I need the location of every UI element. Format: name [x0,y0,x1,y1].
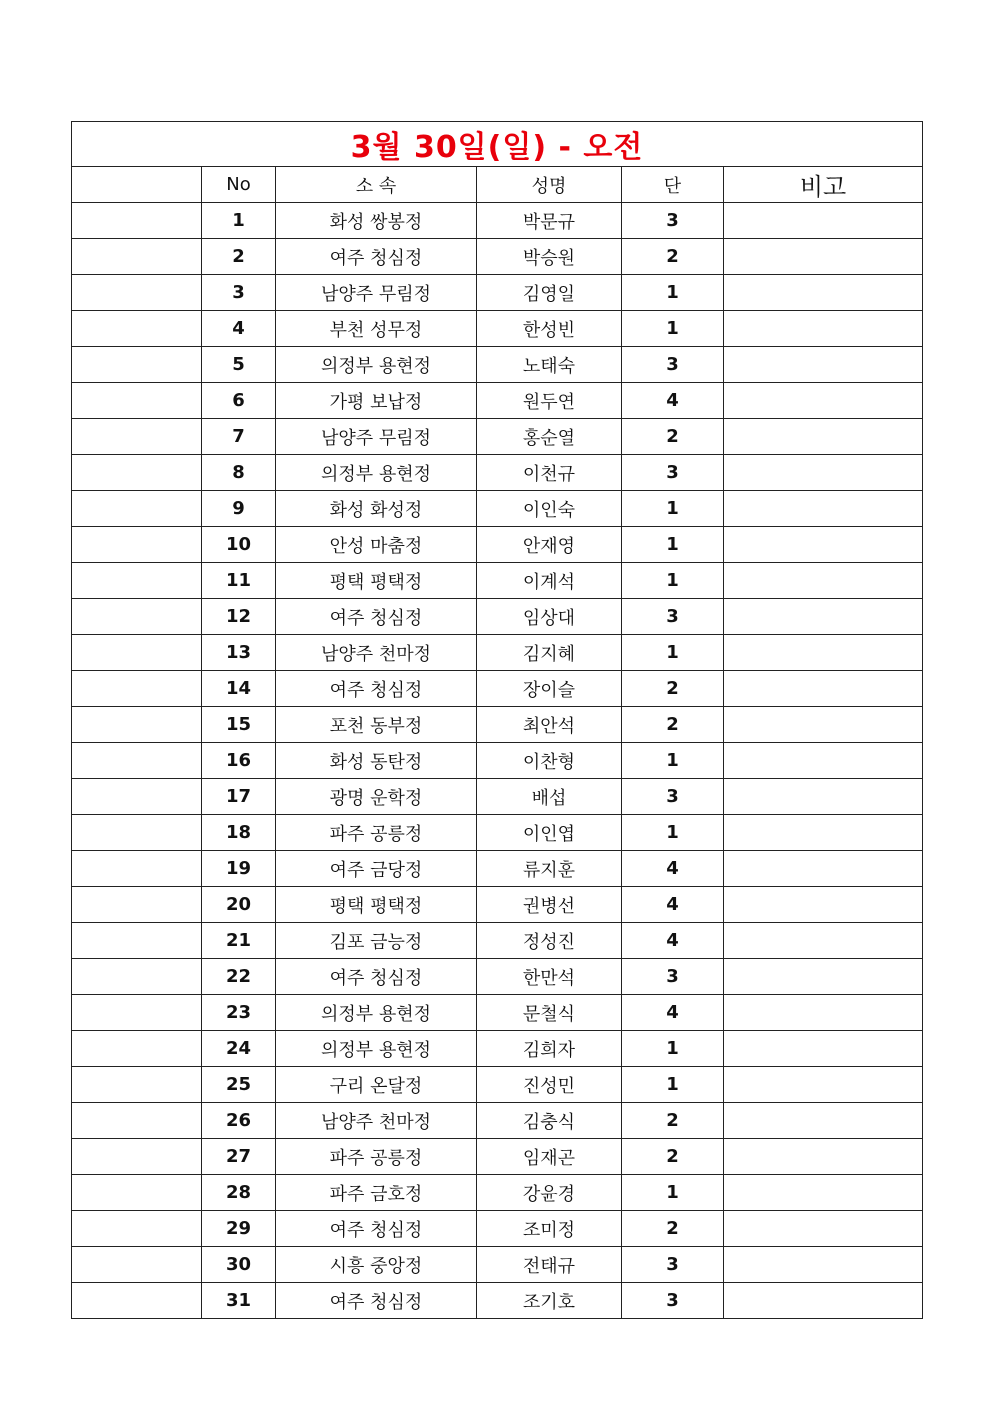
row-affiliation: 화성 동탄정 [276,743,477,779]
row-remark [724,203,923,239]
row-affiliation: 파주 금호정 [276,1175,477,1211]
row-no: 12 [202,599,276,635]
row-no: 30 [202,1247,276,1283]
row-dan: 2 [622,239,724,275]
row-dan: 3 [622,455,724,491]
row-remark [724,635,923,671]
row-affiliation: 의정부 용현정 [276,995,477,1031]
row-dan: 1 [622,563,724,599]
row-no: 18 [202,815,276,851]
row-remark [724,815,923,851]
row-name: 한성빈 [477,311,622,347]
row-blank-cell [72,1139,202,1175]
row-blank-cell [72,923,202,959]
header-row [72,167,923,203]
row-blank-cell [72,635,202,671]
row-dan: 1 [622,1031,724,1067]
table-row [72,635,923,671]
page-title: 3월 30일(일) - 오전 [72,122,923,167]
row-blank-cell [72,275,202,311]
row-no: 4 [202,311,276,347]
row-blank-cell [72,239,202,275]
row-dan: 4 [622,887,724,923]
row-name: 진성민 [477,1067,622,1103]
row-blank-cell [72,887,202,923]
row-no: 27 [202,1139,276,1175]
table-row [72,239,923,275]
row-blank-cell [72,1067,202,1103]
row-no: 22 [202,959,276,995]
row-remark [724,419,923,455]
row-affiliation: 여주 청심정 [276,1211,477,1247]
row-remark [724,671,923,707]
row-affiliation: 남양주 무림정 [276,419,477,455]
row-name: 권병선 [477,887,622,923]
row-name: 안재영 [477,527,622,563]
row-dan: 3 [622,1283,724,1319]
table-row [72,743,923,779]
row-blank-cell [72,203,202,239]
row-affiliation: 광명 운학정 [276,779,477,815]
table-row [72,347,923,383]
row-remark [724,311,923,347]
row-affiliation: 남양주 천마정 [276,635,477,671]
row-remark [724,383,923,419]
row-no: 10 [202,527,276,563]
header-dan: 단 [622,167,724,203]
row-dan: 1 [622,815,724,851]
row-affiliation: 여주 청심정 [276,1283,477,1319]
row-affiliation: 시흥 중앙정 [276,1247,477,1283]
row-remark [724,527,923,563]
row-dan: 1 [622,743,724,779]
row-dan: 2 [622,419,724,455]
row-dan: 2 [622,1103,724,1139]
row-blank-cell [72,563,202,599]
row-affiliation: 여주 청심정 [276,239,477,275]
row-dan: 1 [622,1067,724,1103]
row-no: 17 [202,779,276,815]
table-row [72,959,923,995]
row-blank-cell [72,1211,202,1247]
row-affiliation: 가평 보납정 [276,383,477,419]
header-affiliation: 소 속 [276,167,477,203]
row-blank-cell [72,599,202,635]
row-blank-cell [72,743,202,779]
row-dan: 4 [622,995,724,1031]
row-remark [724,923,923,959]
table-row [72,455,923,491]
row-no: 25 [202,1067,276,1103]
row-blank-cell [72,1031,202,1067]
row-dan: 1 [622,635,724,671]
row-blank-cell [72,311,202,347]
row-no: 2 [202,239,276,275]
row-blank-cell [72,527,202,563]
row-name: 이찬형 [477,743,622,779]
row-name: 배섭 [477,779,622,815]
table-row [72,923,923,959]
row-dan: 3 [622,347,724,383]
row-affiliation: 김포 금능정 [276,923,477,959]
row-affiliation: 안성 마춤정 [276,527,477,563]
row-blank-cell [72,347,202,383]
row-affiliation: 포천 동부정 [276,707,477,743]
row-no: 16 [202,743,276,779]
row-no: 29 [202,1211,276,1247]
row-blank-cell [72,383,202,419]
row-remark [724,743,923,779]
row-no: 21 [202,923,276,959]
row-name: 조미정 [477,1211,622,1247]
row-remark [724,599,923,635]
row-name: 문철식 [477,995,622,1031]
row-affiliation: 의정부 용현정 [276,455,477,491]
table-row [72,203,923,239]
row-no: 5 [202,347,276,383]
row-affiliation: 여주 청심정 [276,959,477,995]
row-name: 김희자 [477,1031,622,1067]
table-row [72,1103,923,1139]
row-remark [724,887,923,923]
row-blank-cell [72,851,202,887]
table-row [72,995,923,1031]
row-blank-cell [72,707,202,743]
row-blank-cell [72,959,202,995]
row-dan: 4 [622,851,724,887]
row-dan: 1 [622,311,724,347]
row-no: 23 [202,995,276,1031]
row-no: 28 [202,1175,276,1211]
row-name: 이계석 [477,563,622,599]
row-blank-cell [72,1103,202,1139]
table-row [72,1211,923,1247]
row-no: 19 [202,851,276,887]
row-remark [724,1283,923,1319]
row-name: 최안석 [477,707,622,743]
row-no: 9 [202,491,276,527]
row-blank-cell [72,995,202,1031]
row-dan: 4 [622,383,724,419]
row-dan: 2 [622,707,724,743]
row-name: 이인엽 [477,815,622,851]
row-dan: 3 [622,779,724,815]
row-name: 강윤경 [477,1175,622,1211]
row-name: 노태숙 [477,347,622,383]
row-remark [724,347,923,383]
row-remark [724,707,923,743]
row-remark [724,1067,923,1103]
row-remark [724,275,923,311]
row-affiliation: 평택 평택정 [276,563,477,599]
row-affiliation: 파주 공릉정 [276,815,477,851]
row-blank-cell [72,419,202,455]
row-dan: 2 [622,1211,724,1247]
table-row [72,887,923,923]
row-no: 11 [202,563,276,599]
row-name: 박승원 [477,239,622,275]
roster-table [71,121,923,1319]
row-remark [724,455,923,491]
table-row [72,671,923,707]
roster-sheet [71,121,922,1319]
row-name: 원두연 [477,383,622,419]
row-no: 15 [202,707,276,743]
row-dan: 3 [622,599,724,635]
header-name: 성명 [477,167,622,203]
table-row [72,707,923,743]
row-name: 김영일 [477,275,622,311]
row-remark [724,959,923,995]
row-name: 임재곤 [477,1139,622,1175]
row-no: 1 [202,203,276,239]
row-affiliation: 파주 공릉정 [276,1139,477,1175]
header-no: No [202,167,276,203]
row-remark [724,779,923,815]
row-remark [724,1247,923,1283]
row-remark [724,851,923,887]
row-affiliation: 여주 청심정 [276,671,477,707]
row-no: 3 [202,275,276,311]
row-blank-cell [72,1247,202,1283]
row-name: 홍순열 [477,419,622,455]
header-blank-cell [72,167,202,203]
row-no: 13 [202,635,276,671]
row-name: 조기호 [477,1283,622,1319]
table-row [72,1139,923,1175]
row-name: 임상대 [477,599,622,635]
row-name: 이인숙 [477,491,622,527]
row-dan: 2 [622,1139,724,1175]
row-name: 이천규 [477,455,622,491]
title-row [72,122,923,167]
table-row [72,779,923,815]
row-blank-cell [72,491,202,527]
table-row [72,419,923,455]
row-affiliation: 화성 쌍봉정 [276,203,477,239]
table-row [72,563,923,599]
row-no: 31 [202,1283,276,1319]
row-name: 장이슬 [477,671,622,707]
row-affiliation: 의정부 용현정 [276,1031,477,1067]
row-dan: 3 [622,1247,724,1283]
row-name: 류지훈 [477,851,622,887]
table-row [72,1247,923,1283]
table-row [72,383,923,419]
row-affiliation: 부천 성무정 [276,311,477,347]
row-remark [724,1211,923,1247]
row-name: 한만석 [477,959,622,995]
row-dan: 1 [622,491,724,527]
table-row [72,1067,923,1103]
row-remark [724,563,923,599]
row-dan: 4 [622,923,724,959]
row-dan: 2 [622,671,724,707]
row-remark [724,239,923,275]
row-blank-cell [72,671,202,707]
table-row [72,851,923,887]
table-row [72,1283,923,1319]
row-name: 정성진 [477,923,622,959]
row-no: 6 [202,383,276,419]
header-remark: 비고 [724,167,923,203]
table-row [72,1031,923,1067]
row-affiliation: 화성 화성정 [276,491,477,527]
row-affiliation: 남양주 무림정 [276,275,477,311]
table-row [72,275,923,311]
table-row [72,815,923,851]
row-remark [724,995,923,1031]
row-dan: 1 [622,527,724,563]
row-no: 24 [202,1031,276,1067]
row-name: 김지혜 [477,635,622,671]
row-no: 8 [202,455,276,491]
row-blank-cell [72,815,202,851]
row-blank-cell [72,779,202,815]
row-blank-cell [72,455,202,491]
row-affiliation: 평택 평택정 [276,887,477,923]
row-remark [724,1175,923,1211]
row-blank-cell [72,1283,202,1319]
row-blank-cell [72,1175,202,1211]
row-affiliation: 남양주 천마정 [276,1103,477,1139]
row-name: 박문규 [477,203,622,239]
row-dan: 3 [622,203,724,239]
row-no: 20 [202,887,276,923]
row-dan: 3 [622,959,724,995]
row-remark [724,491,923,527]
row-affiliation: 여주 금당정 [276,851,477,887]
row-affiliation: 의정부 용현정 [276,347,477,383]
table-row [72,1175,923,1211]
row-affiliation: 구리 온달정 [276,1067,477,1103]
row-remark [724,1139,923,1175]
row-no: 7 [202,419,276,455]
row-name: 김충식 [477,1103,622,1139]
row-affiliation: 여주 청심정 [276,599,477,635]
table-row [72,527,923,563]
row-dan: 1 [622,1175,724,1211]
table-row [72,491,923,527]
table-row [72,311,923,347]
row-remark [724,1103,923,1139]
row-no: 14 [202,671,276,707]
row-name: 전태규 [477,1247,622,1283]
row-dan: 1 [622,275,724,311]
table-row [72,599,923,635]
row-remark [724,1031,923,1067]
row-no: 26 [202,1103,276,1139]
